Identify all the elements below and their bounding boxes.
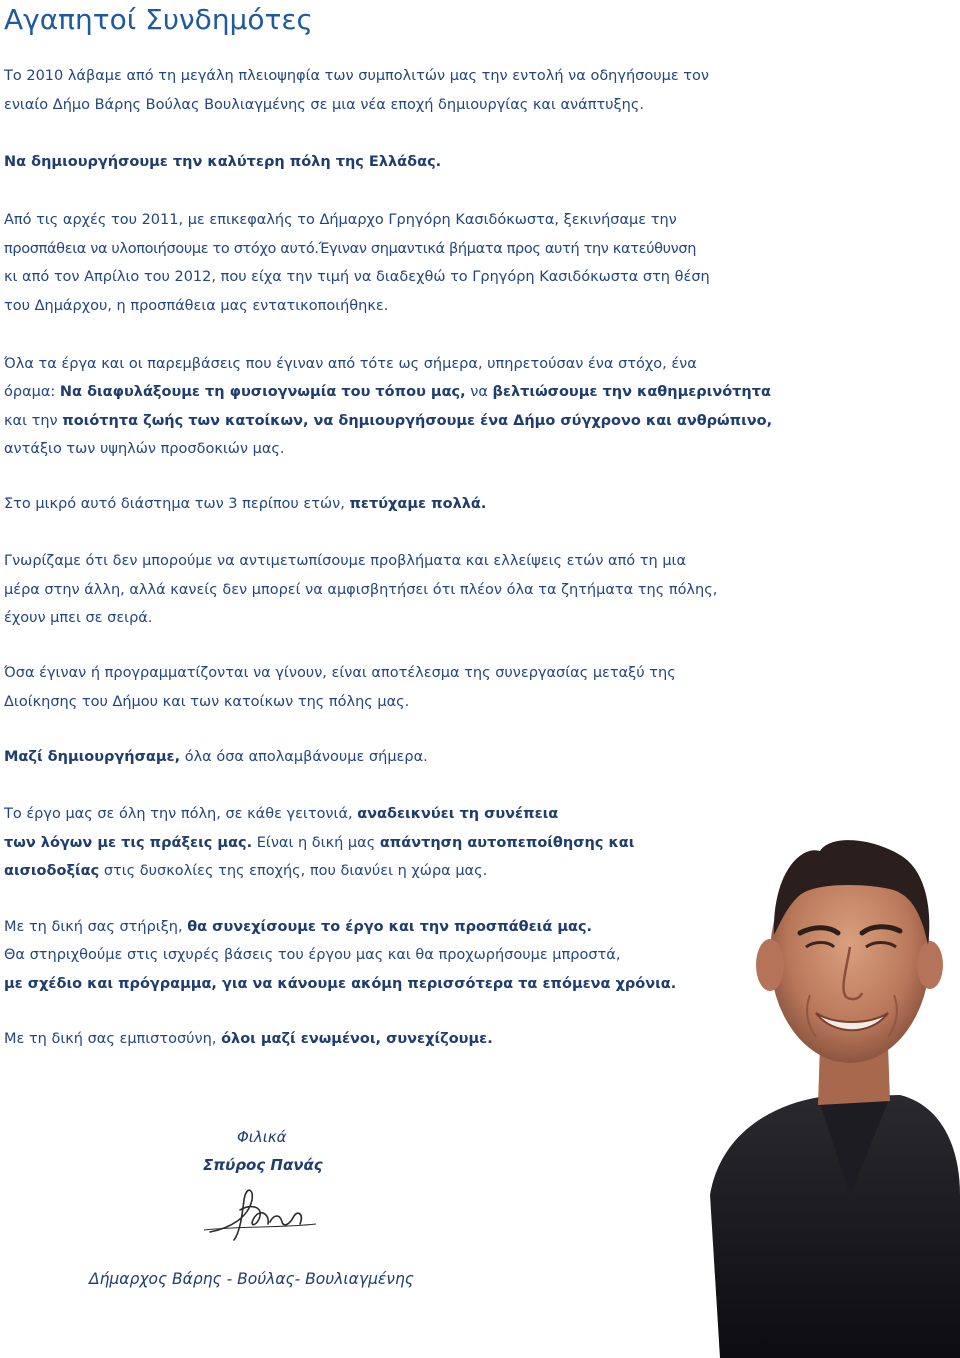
paragraph-10-line-1 bbox=[4, 913, 592, 942]
signoff-greeting: Φιλικά bbox=[237, 1128, 287, 1146]
paragraph-6-line-2: μέρα στην άλλη, αλλά κανείς δεν μπορεί να αμφισβητήσει ότι πλέον όλα τα ζητήματα της πόλης, bbox=[4, 582, 718, 598]
paragraph-4-line-2 bbox=[4, 378, 771, 407]
paragraph-6-line-3: έχουν μπει σε σειρά. bbox=[4, 610, 153, 626]
p4-l3-a: και την bbox=[4, 413, 63, 429]
signoff-name: Σπύρος Πανάς bbox=[203, 1156, 323, 1174]
p11-a: Με τη δική σας εμπιστοσύνη, bbox=[4, 1031, 222, 1047]
paragraph-1-line-2: ενιαίο Δήμο Βάρης Βούλας Βουλιαγμένης σε μια νέα εποχή δημιουργίας και ανάπτυξης. bbox=[4, 97, 644, 113]
p4-l3-b: ποιότητα ζωής των κατοίκων, να δημιουργήσουμε ένα Δήμο σύγχρονο και ανθρώπινο, bbox=[62, 413, 773, 429]
paragraph-2-bold: Να δημιουργήσουμε την καλύτερη πόλη της Ελλάδας. bbox=[4, 154, 442, 170]
p4-l2-b: Να διαφυλάξουμε τη φυσιογνωμία του τόπου μας, bbox=[59, 384, 466, 400]
paragraph-11 bbox=[4, 1025, 493, 1054]
paragraph-8 bbox=[4, 743, 428, 772]
p10-l1-b: θα συνεχίσουμε το έργο και την προσπάθειά μας. bbox=[187, 919, 593, 935]
p9-l1-a: Το έργο μας σε όλη την πόλη, σε κάθε γειτονιά, bbox=[4, 806, 358, 822]
paragraph-4-line-3 bbox=[4, 407, 772, 436]
signoff-role: Δήμαρχος Βάρης - Βούλας- Βουλιαγμένης bbox=[89, 1270, 414, 1288]
p9-l2-b: Είναι η δική μας bbox=[252, 835, 380, 851]
paragraph-3-line-2: προσπάθεια να υλοποιήσουμε το στόχο αυτό.Έγιναν σημαντικά βήματα προς αυτή την κατεύθυνση bbox=[4, 241, 697, 257]
paragraph-3-line-1: Από τις αρχές του 2011, με επικεφαλής το Δήμαρχο Γρηγόρη Κασιδόκωστα, ξεκινήσαμε την bbox=[4, 212, 677, 228]
paragraph-4-line-1: Όλα τα έργα και οι παρεμβάσεις που έγιναν από τότε ως σήμερα, υπηρετούσαν ένα στόχο, ένα bbox=[4, 356, 697, 372]
paragraph-3-line-4: του Δημάρχου, η προσπάθεια μας εντατικοποιήθηκε. bbox=[4, 298, 389, 314]
p8-a: Μαζί δημιουργήσαμε, bbox=[4, 749, 181, 765]
p9-l3-b: στις δυσκολίες της εποχής, που διανύει η χώρα μας. bbox=[99, 863, 488, 879]
paragraph-1-line-1: Το 2010 λάβαμε από τη μεγάλη πλειοψηφία των συμπολιτών μας την εντολή να οδηγήσουμε τον bbox=[4, 68, 709, 84]
paragraph-9-line-3 bbox=[4, 857, 487, 886]
p8-b: όλα όσα απολαμβάνουμε σήμερα. bbox=[180, 749, 428, 765]
p5-b: πετύχαμε πολλά. bbox=[349, 496, 487, 512]
p10-l3: με σχέδιο και πρόγραμμα, για να κάνουμε ακόμη περισσότερα τα επόμενα χρόνια. bbox=[4, 976, 677, 992]
p9-l3-a: αισιοδοξίας bbox=[4, 863, 100, 879]
p9-l2-c: απάντηση αυτοπεποίθησης και bbox=[379, 835, 635, 851]
paragraph-3-line-3: κι από τον Απρίλιο του 2012, που είχα την τιμή να διαδεχθώ το Γρηγόρη Κασιδόκωστα στη θέση bbox=[4, 269, 710, 285]
paragraph-6-line-1: Γνωρίζαμε ότι δεν μπορούμε να αντιμετωπίσουμε προβλήματα και ελλείψεις ετών από τη μια bbox=[4, 553, 687, 569]
paragraph-2 bbox=[4, 148, 441, 177]
page-title: Αγαπητοί Συνδημότες bbox=[4, 3, 313, 36]
p5-a: Στο μικρό αυτό διάστημα των 3 περίπου ετών, bbox=[4, 496, 350, 512]
p4-l2-d: βελτιώσουμε την καθημερινότητα bbox=[492, 384, 771, 400]
paragraph-10-line-3 bbox=[4, 970, 676, 999]
p9-l2-a: των λόγων με τις πράξεις μας. bbox=[4, 835, 253, 851]
p4-l2-a: όραμα: bbox=[4, 384, 60, 400]
paragraph-10-line-2: Θα στηριχθούμε στις ισχυρές βάσεις του έργου μας και θα προχωρήσουμε μπροστά, bbox=[4, 947, 621, 963]
p4-l2-c: να bbox=[465, 384, 493, 400]
paragraph-5 bbox=[4, 490, 486, 519]
handwritten-signature bbox=[200, 1170, 320, 1250]
mayor-portrait-photo bbox=[700, 775, 960, 1358]
p9-l1-b: αναδεικνύει τη συνέπεια bbox=[357, 806, 559, 822]
paragraph-9-line-2 bbox=[4, 829, 634, 858]
paragraph-4-line-4: αντάξιο των υψηλών προσδοκιών μας. bbox=[4, 441, 285, 457]
paragraph-7-line-2: Διοίκησης του Δήμου και των κατοίκων της πόλης μας. bbox=[4, 694, 410, 710]
p10-l1-a: Με τη δική σας στήριξη, bbox=[4, 919, 188, 935]
paragraph-7-line-1: Όσα έγιναν ή προγραμματίζονται να γίνουν, είναι αποτέλεσμα της συνεργασίας μεταξύ της bbox=[4, 665, 676, 681]
paragraph-9-line-1 bbox=[4, 800, 558, 829]
p11-b: όλοι μαζί ενωμένοι, συνεχίζουμε. bbox=[221, 1031, 493, 1047]
